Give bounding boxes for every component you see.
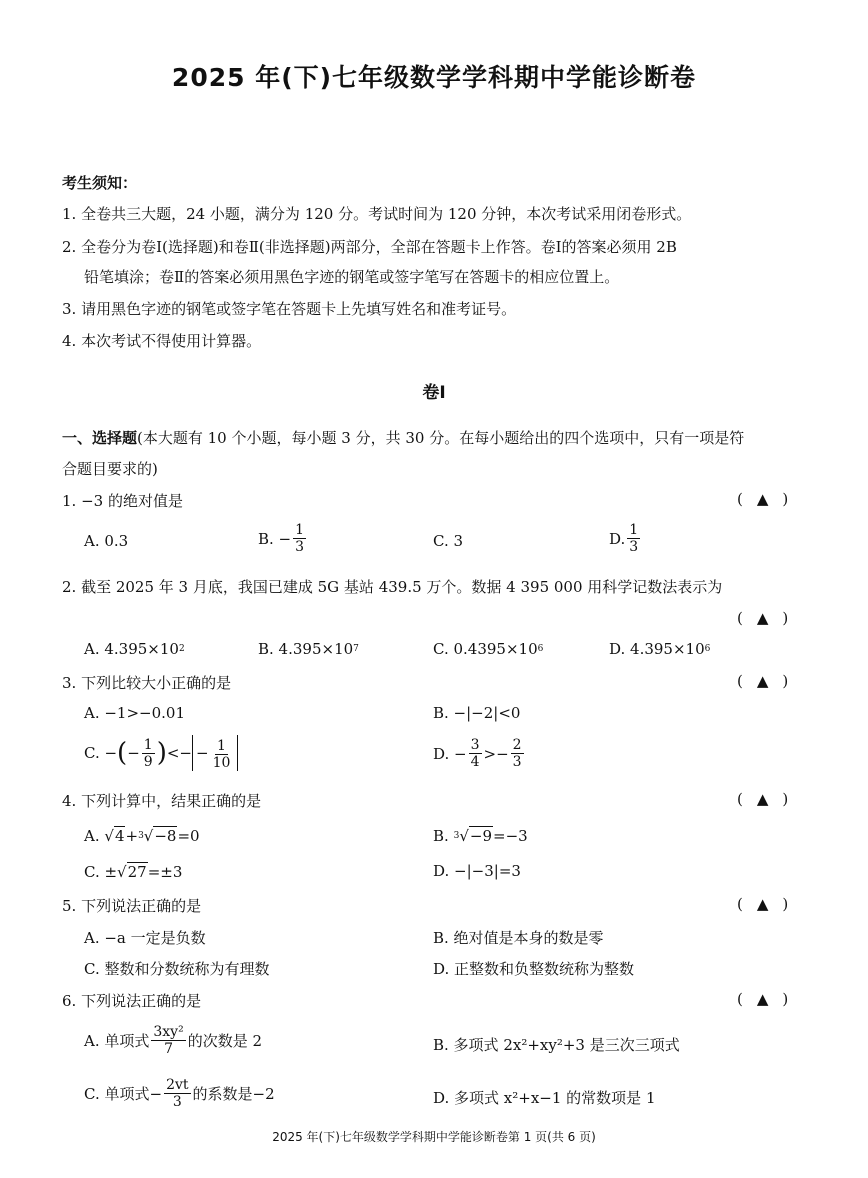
q4-answer-mark: ( ▲ ) — [737, 790, 789, 808]
notice-item-4: 4. 本次考试不得使用计算器。 — [62, 332, 262, 350]
notice-heading: 考生须知： — [62, 174, 138, 192]
q5-option-b: B. 绝对值是本身的数是零 — [433, 929, 604, 947]
q5-stem: 5. 下列说法正确的是 — [62, 897, 202, 915]
q3-option-c: C. − ( − $\frac{1}{9}$ ) <− − $\frac{1}{10}$ — [84, 735, 238, 771]
q1-option-a: A. 0.3 — [84, 532, 129, 550]
section-desc-1: (本大题有 10 个小题，每小题 3 分，共 30 分。在每小题给出的四个选项中，只有一项是符 — [137, 429, 745, 447]
q3-option-a: A. −1>−0.01 — [84, 704, 186, 722]
notice-item-2: 2. 全卷分为卷Ⅰ(选择题)和卷Ⅱ(非选择题)两部分，全部在答题卡上作答。卷Ⅰ的答案必须用 2B — [62, 238, 677, 256]
q6-option-a: A. 单项式 $\frac{\text{3xy²}}{7}$ 的次数是 2 — [84, 1024, 263, 1057]
exam-title: 2025 年(下)七年级数学学科期中学能诊断卷 — [171, 63, 697, 92]
q6-option-c: C. 单项式− $\frac{2vt}{3}$ 的系数是−2 — [84, 1077, 275, 1110]
q6-option-d: D. 多项式 x²+x−1 的常数项是 1 — [433, 1089, 656, 1107]
q1-option-b: B. − $\frac{1}{3}$ — [258, 522, 305, 555]
q1-option-c: C. 3 — [433, 532, 464, 550]
section-desc-2: 合题目要求的) — [62, 460, 158, 478]
q3-answer-mark: ( ▲ ) — [737, 672, 789, 690]
q1-answer-mark: ( ▲ ) — [737, 490, 789, 508]
notice-item-3: 3. 请用黑色字迹的钢笔或签字笔在答题卡上先填写姓名和准考证号。 — [62, 300, 517, 318]
q2-option-a: A. 4.395×10 2 — [84, 640, 185, 658]
q6-answer-mark: ( ▲ ) — [737, 990, 789, 1008]
q3-stem: 3. 下列比较大小正确的是 — [62, 674, 232, 692]
q5-option-a: A. −a 一定是负数 — [84, 929, 206, 947]
q3-option-b: B. −|−2|<0 — [433, 704, 521, 722]
q2-stem: 2. 截至 2025 年 3 月底，我国已建成 5G 基站 439.5 万个。数据 4 395 000 用科学记数法表示为 — [62, 578, 723, 596]
q1-option-d: D. $\frac{1}{3}$ — [609, 522, 639, 555]
q5-option-c: C. 整数和分数统称为有理数 — [84, 960, 270, 978]
q4-stem: 4. 下列计算中，结果正确的是 — [62, 792, 262, 810]
q6-stem: 6. 下列说法正确的是 — [62, 992, 202, 1010]
q2-option-d: D. 4.395×10 6 — [609, 640, 711, 658]
q4-option-d: D. −|−3|=3 — [433, 862, 521, 880]
q4-option-a: A. √ 4 + 3 √ −8 =0 — [84, 826, 200, 845]
section-description — [62, 427, 744, 448]
q2-option-c: C. 0.4395×10 6 — [433, 640, 544, 658]
q4-option-b: B. 3 √ −9 =−3 — [433, 826, 528, 845]
q5-option-d: D. 正整数和负整数统称为整数 — [433, 960, 635, 978]
notice-item-2-cont: 铅笔填涂；卷Ⅱ的答案必须用黑色字迹的钢笔或签字笔写在答题卡的相应位置上。 — [84, 268, 620, 286]
page-footer: 2025 年(下)七年级数学学科期中学能诊断卷第 1 页(共 6 页) — [272, 1130, 596, 1144]
q5-answer-mark: ( ▲ ) — [737, 895, 789, 913]
q2-answer-mark: ( ▲ ) — [737, 609, 789, 627]
q4-option-c: C. ± √ 27 =±3 — [84, 862, 183, 881]
q1-stem: 1. −3 的绝对值是 — [62, 492, 183, 510]
q6-option-b: B. 多项式 2x²+xy²+3 是三次三项式 — [433, 1036, 680, 1054]
q3-option-d: D. − $\frac{3}{4}$ >− $\frac{2}{3}$ — [433, 737, 522, 770]
q2-option-b: B. 4.395×10 7 — [258, 640, 359, 658]
section-heading: 一、选择题 — [62, 429, 138, 447]
notice-item-1: 1. 全卷共三大题，24 小题，满分为 120 分。考试时间为 120 分钟，本次考试采用闭卷形式。 — [62, 205, 692, 223]
volume-title: 卷Ⅰ — [422, 383, 446, 403]
